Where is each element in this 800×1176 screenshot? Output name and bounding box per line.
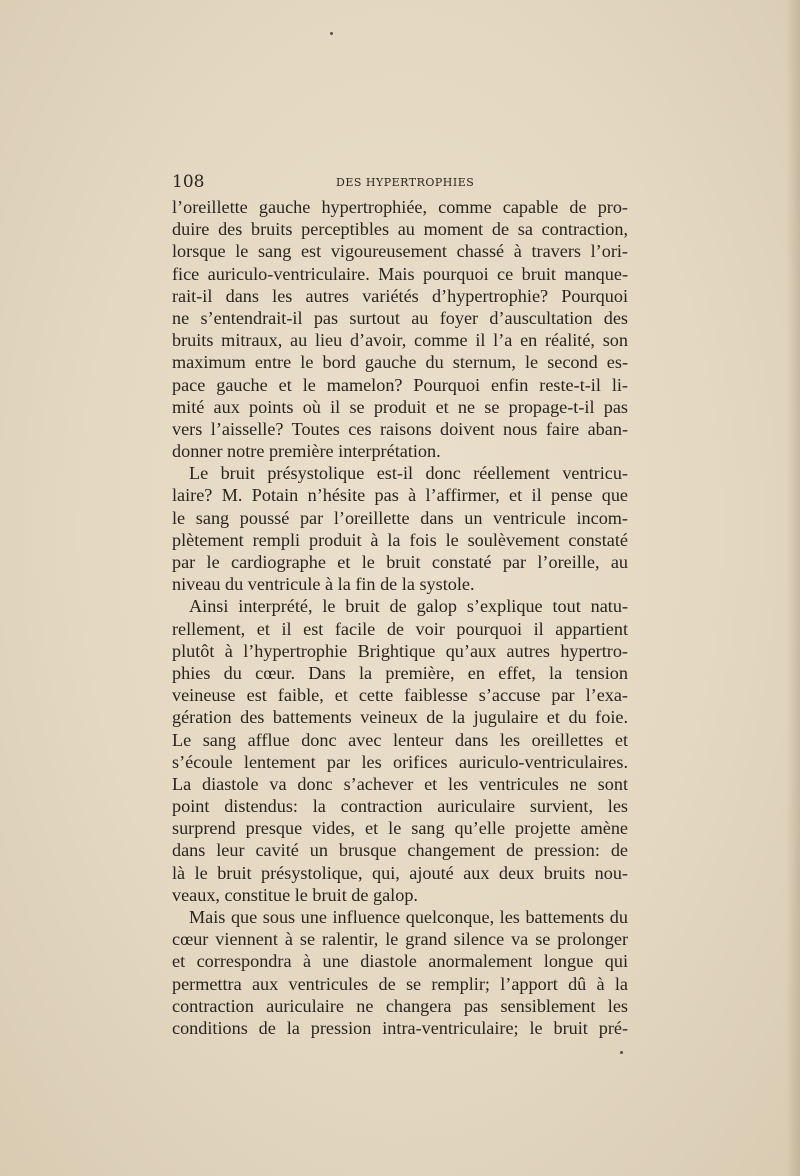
text-line: contraction auriculaire ne changera pas sensiblement les [172,995,628,1016]
text-line: vers l’aisselle? Toutes ces raisons doivent nous faire aban- [172,418,628,439]
text-line: mité aux points où il se produit et ne se propage-t-il pas [172,396,628,417]
paragraph [172,595,628,906]
text-line: gération des battements veineux de la jugulaire et du foie. [172,707,628,728]
text-line: Le sang afflue donc avec lenteur dans les oreillettes et [172,729,628,750]
text-line: par le cardiographe et le bruit constaté par l’oreille, au [172,552,628,572]
ink-speck [330,32,333,35]
page-number: 108 [172,172,205,192]
text-line: bruits mitraux, au lieu d’avoir, comme il l’a en réalité, son [172,330,628,351]
text-line: plutôt à l’hypertrophie Brightique qu’aux autres hypertro- [172,640,628,661]
running-title: DES HYPERTROPHIES [336,176,475,189]
text-line: dans leur cavité un brusque changement de pression: de [172,840,628,861]
text-line: rait-il dans les autres variétés d’hypertrophie? Pourquoi [172,285,628,306]
text-line: rellement, et il est facile de voir pourquoi il appartient [172,618,628,639]
text-line: laire? M. Potain n’hésite pas à l’affirmer, et il pense que [172,485,628,506]
text-line: Mais que sous une influence quelconque, les battements du [189,907,628,927]
text-line: l’oreillette gauche hypertrophiée, comme capable de pro- [172,197,628,217]
text-line: phies du cœur. Dans la première, en effet, la tension [172,662,628,683]
text-line: Le bruit présystolique est-il donc réellement ventricu- [189,463,628,484]
text-line: pace gauche et le mamelon? Pourquoi enfin reste-t-il li- [172,374,628,395]
text-line: surprend presque vides, et le sang qu’elle projette amène [172,818,628,839]
text-line: duire des bruits perceptibles au moment de sa contraction, [172,219,628,240]
paragraph [172,906,628,1039]
page-edge-shadow [786,0,800,1176]
text-line: le sang poussé par l’oreillette dans un ventricule incom- [172,507,628,528]
text-line: veaux, constitue le bruit de galop. [172,884,418,905]
text-line: donner notre première interprétation. [172,441,441,462]
body-text [172,196,628,1039]
text-line: maximum entre le bord gauche du sternum, le second es- [172,352,628,373]
text-line: point distendus: la contraction auriculaire survient, les [172,796,628,817]
text-line: niveau du ventricule à la fin de la systole. [172,574,475,595]
text-line: veineuse est faible, et cette faiblesse s’accuse par l’exa- [172,685,628,706]
text-line: plètement rempli produit à la fois le soulèvement constaté [172,529,628,550]
paragraph [172,196,628,462]
text-line: s’écoule lentement par les orifices auriculo-ventriculaires. [172,751,628,772]
text-line: et correspondra à une diastole anormalement longue qui [172,951,628,972]
paragraph [172,462,628,595]
text-line: permettra aux ventricules de se remplir; l’apport dû à la [172,973,628,994]
text-line: Ainsi interprété, le bruit de galop s’explique tout natu- [189,596,628,617]
text-line: là le bruit présystolique, qui, ajouté aux deux bruits nou- [172,862,628,883]
text-line: ne s’entendrait-il pas surtout au foyer d’auscultation des [172,307,628,328]
text-line: cœur viennent à se ralentir, le grand silence va se prolonger [172,929,628,950]
running-head [172,172,627,196]
ink-speck [620,1051,623,1054]
text-line: fice auriculo-ventriculaire. Mais pourquoi ce bruit manque- [172,263,628,284]
text-line: La diastole va donc s’achever et les ventricules ne sont [172,773,628,794]
text-line: conditions de la pression intra-ventriculaire; le bruit pré- [172,1017,628,1038]
text-line: lorsque le sang est vigoureusement chassé à travers l’ori- [172,241,628,262]
